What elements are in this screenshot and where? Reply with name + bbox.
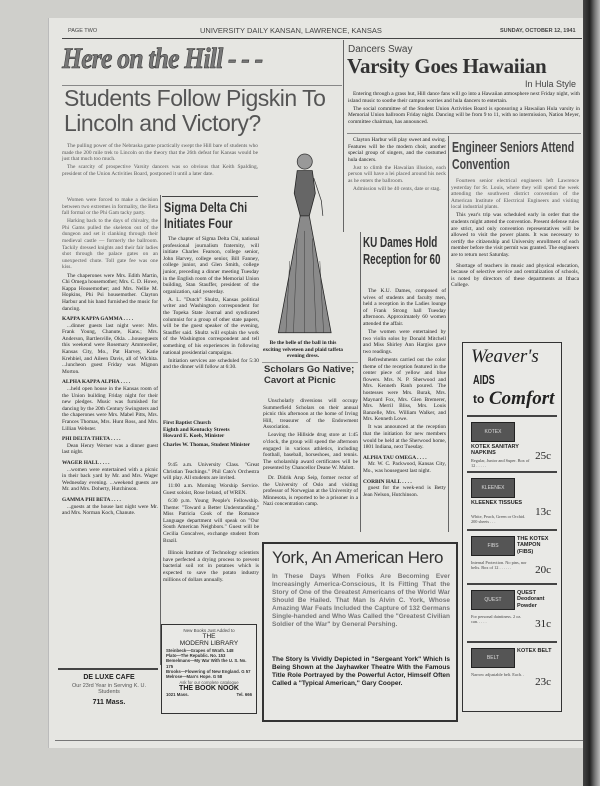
comfort-script: Comfort [489,388,555,409]
society-note: ...dinner guests last night were: Mrs. Frank Young, Chanute, Kans.; Mrs. Anderson, Bartlesville, Okla. ...houseguests this weekend were Rosemary Ammweiler, Kansas City, Mo., Pat Harvey, Katie Krehbiel, and Aileen Davis, all of Wichita. ...luncheon guest Friday was Mignon Morton. [62,322,158,375]
scholars-story [263,398,358,510]
society-heading: ALPHA KAPPA ALPHA . . . . [62,379,131,386]
paragraph: This year's trip was scheduled early in order that the students might attend the convention. Present defense rules are strict, and only convention representatives will be allowed to visit the power plants. It was necessary to certify the citizenship and University enrollment of each member before the visit permit was granted. The engineers are to return next Saturday. [451,212,579,259]
society-heading: CORBIN HALL . . . . [363,478,412,485]
paragraph: Admission will be 40 cents, date or stag. [353,186,441,193]
church-services [163,462,259,585]
dames-headline: KU Dames Hold Reception for 60 [363,234,441,268]
society-note: Dean Henry Werner was a dinner guest last night. [62,442,158,456]
society-heading: KAPPA KAPPA GAMMA . . . . [62,316,134,323]
paragraph: Leaving the Hillside drug store at 1:45 o'clock, the group will spend the afternoon engaged in various athletics, including football, baseball, horseshoes, and tennis. The scholarship award certificates will be presented by Chancellor Deane W. Malott. [263,432,358,472]
book-listing: Melrose—Man's Hope. G 58 [166,674,223,680]
issue-date: SUNDAY, OCTOBER 12, 1941 [500,28,576,34]
society-note: Mr. W. C. Packwood, Kansas City, Mo., was houseguest last night. [363,461,446,474]
product-box-icon: FIBS [471,536,515,556]
deluxe-cafe-ad [60,674,158,706]
paragraph: Initiation services are scheduled for 5:30 and the dinner will follow at 6:30. [163,357,259,371]
header-rule [62,38,582,39]
product-desc: Narrow adjustable belt. Each. . [471,672,525,677]
product-name: QUEST Deodorant Powder [517,590,545,609]
product-name: KLEENEX TISSUES [471,500,523,506]
product-price: 23c [535,676,551,688]
column-rule [160,195,161,665]
pigskin-intro [62,143,258,179]
paragraph: Harking back to the days of chivalry, the Phi Gams pulled the skeleton out of the dungeon and set it clanking through their medieval castle — formerly the ballroom. Tackily dressed knights and their fair ladies shot through the palace gates on an unexpected chute. Toll gate fee was one kiss. [62,218,158,271]
engineers-headline: Engineer Seniors Attend Convention [452,139,575,173]
product-desc: White, Peach, Green or Orchid. 200 sheets . . . [471,514,526,524]
ad-product [467,641,557,695]
book-the: THE [202,633,216,640]
product-box-icon: KOTEX [471,422,515,442]
product-price: 13c [535,506,551,518]
dress-caption: Be the belle of the ball in this exciting velveteen and plaid taffeta evening dress. [263,340,343,360]
box-rule [162,196,258,197]
hawaiian-kicker: Dancers Sway [348,44,413,55]
paragraph: 9:45 a.m. University Class. "Great Christian Teachings." Phil Cato's Orchestra will play. All students are invited. [163,462,259,482]
product-name: THE KOTEX TAMPON (FIBS) [517,536,549,555]
column-rule [448,136,449,532]
society-note: ...held open house in the Kansas room of the Union building Friday night for their new pledges. Music was furnished for dancing by the 20th Century Swingsters and the chaperones were Mrs. Mabel Pitts, Mrs. Frances Thomas, Mrs. Hunt Ross, and Mrs. Lillian Webster. [62,386,158,432]
product-box-icon: BELT [471,648,515,668]
sigma-story [163,236,259,372]
product-price: 20c [535,564,551,576]
hawaiian-headline: Varsity Goes Hawaiian [347,54,547,78]
book-listing: Steinbeck—Grapes of Wrath. 148 [166,648,234,653]
product-name: KOTEX SANITARY NAPKINS [471,444,519,457]
column-masthead: Here on the Hill - - - [62,42,263,75]
section-rule [347,133,581,134]
product-desc: For personal daintiness. 2 oz. can. . . . . [471,614,522,624]
church-student-minister: Charles W. Thomas, Student Minister [163,441,251,448]
hawaiian-subhead: In Hula Style [525,79,577,89]
column-rule [360,232,361,532]
sigma-headline: Sigma Delta Chi Initiates Four [164,199,248,231]
church-name: First Baptist Church [163,420,211,426]
york-ad [262,542,458,722]
york-theatre: The Story Is Vividly Depicted in "Sergeant York" Which Is Being Shown at the Jayhawker Theatre With the Famous Title Role Portrayed by the Powerful Actor, Himself Often Called a "Typical American," Gary Cooper. [272,656,450,687]
product-name: KOTEX BELT [517,648,552,654]
society-note: guest for the week-end is Betty Jean Nelson, Hutchinson. [363,485,446,498]
product-desc: Internal Protection. No pins, nor belts. Box of 12 . . . . . . [471,560,527,570]
paragraph: The chapter of Sigma Delta Chi, national professional journalism fraternity, will initiate Charles Fearson, college senior, John Harvey, college senior, Bill Fanney, college junior, and Glen Smith, college junior, preceding a dinner meeting Tuesday in the English room of the Memorial Union building, Stan Stauffer, president of the organization, said yesterday. [163,236,259,295]
paragraph: 6:30 p.m. Young People's Fellowship. Theme: "Toward a Better Understanding." Miss Patricia Cook of the Romance Language department will speak on "Our South American Neighbors." Guest will be Cecilia Goncalves, exchange student from Brazil. [163,497,259,544]
cafe-address: 711 Mass. [92,699,126,706]
catalogue-note: Ask for our complete catalogue [179,680,239,686]
to-label: to [473,392,485,406]
paragraph: The K.U. Dames, composed of wives of students and faculty men, held a reception in the Ladies lounge of Frank Strong hall Tuesday afternoon. Approximately 60 women attended the affair. [363,288,446,327]
paragraph: Fourteen senior electrical engineers left Lawrence yesterday for St. Louis, where they will spend the week attending the southwest district convention of the American Institute of Electrical Engineers and visiting local industrial plants. [451,178,579,211]
ad-product [467,583,557,637]
society-heading: GAMMA PHI BETA . . . . [62,496,121,503]
paragraph: 11:00 a.m. Morning Worship Service. Guest soloist, Rose Ireland, of WREN. [163,483,259,496]
paragraph: The chaperones were Mrs. Edith Martin, Chi Omega housemother; Mrs. C. D. Howe, Kappa Housemother; and Mrs. Nellie M. Hopkins, Phi Psi housemother. Clayton Harbur and his band furnished the music for dancing. [62,272,158,312]
church-address: Eighth and Kentucky Streets [163,426,230,433]
modern-library-title: MODERN LIBRARY [179,640,239,647]
book-nook-phone: Tel. 666 [236,692,252,698]
ad-product [467,415,557,469]
book-listing: Brooks—Flowering of New England. G 57 [166,668,251,674]
product-box-icon: KLEENEX [471,478,515,498]
paragraph: The women were entertained by two violin solos by Donald Mitchell and Miss Shirley Ann Hargiss gave two readings. [363,329,446,355]
paragraph: Clayton Harbur will play sweet and swing. Features will be the modern choir, another special group of singers, and the costumed hula dancers. [348,137,446,163]
weavers-brand: Weaver's [471,346,539,367]
binding-edge [583,0,600,786]
paragraph: Refreshments carried out the color theme of the reception featured in the center piece of yellow and blue flowers. Mrs. N. P. Sherwood and Mrs. Kenneth Ranh poured. The hostesses were Mrs. Burak, Mrs. Maynard Fox, Mrs. Glen Bremerer, Mrs. Merril Bliss, Mrs. Louis Banzelle, Mrs. William Walker, and Mrs. Kenneth Lowe. [363,356,446,423]
scholars-headline: Scholars Go Native; Cavort at Picnic [264,364,355,386]
church-minister: Howard E. Koeb, Minister [163,433,225,440]
ad-rule [58,668,158,670]
paragraph: It was announced at the reception that the initiation for new members would be held at the Sherwood home, 1801 Indiana, next Tuesday. [363,424,446,451]
aids-label: AIDS [473,372,495,387]
paper-name: UNIVERSITY DAILY KANSAN, LAWRENCE, KANSAS [200,26,382,35]
paragraph: The social committee of the Student Union Activities Board is sponsoring a Hawaiian Hula varsity in Memorial Union ballroom Friday night. Dancing will be from 9 to 11, with no intermission, Nation Meyer, committee chairman, has announced. [348,105,580,125]
page-bottom-rule [55,740,583,741]
society-note: ...guests at the house last night were Mr. and Mrs. Norman Koch, Chanute. [62,503,158,517]
book-nook-ad [161,624,257,714]
church-listing [163,420,259,450]
ad-product [467,529,557,583]
ad-product [467,471,557,525]
section-rule [262,362,358,363]
page-number: PAGE TWO [68,28,98,34]
cafe-name: DE LUXE CAFE [83,674,135,681]
paragraph: Entering through a grass hut, Hill dance fans will go into a Hawaiian atmosphere next Friday night, with island music to soothe their campus worries and hula dancers to entertain. [348,91,580,104]
book-listing: Plato—The Republic. No. 153 [166,653,226,659]
york-intro: In These Days When Folks Are Becoming Ever Increasingly America-Conscious, It Is Fitting That the Story of One of the Greatest Americans of the World War Should Be Hailed. That Man Is Alvin C. York, Whose Amazing War Feats Included the Capture of 132 Germans Single-handed and Who Was Called the "Greatest Civilian Soldier of the War" by General Pershing. [272,573,451,628]
society-heading: WAGER HALL . . . . [62,459,110,466]
paragraph: Women were forced to make a decision between two extremes in formality, the Beta fall formal or the Phi Gam tacky party. [62,197,158,217]
hawaiian-intro [348,91,580,127]
evening-dress-illustration [265,148,343,338]
paragraph: Shortage of teachers in music and physical education, because of selective service and centralization of schools, is noted by directors of these departments at Ithaca College. [451,262,579,289]
engineers-story [451,178,579,291]
paragraph: Just to climb the Hawaiian illusion, each person will have a lei placed around his neck as he enters the ballroom. [348,164,446,185]
society-note: ...women were entertained with a picnic in their back yard by Mr. and Mrs. Wager Wednesday evening. ...weekend guests are Mr. and Mrs. Doherty, Hutchinson. [62,466,158,493]
book-nook-address: 1021 Mass. [166,692,189,698]
pigskin-headline: Students Follow Pigskin To Lincoln and Victory? [64,85,326,136]
paragraph: The scarcity of prospective Varsity dancers was so obvious that Keith Spalding, president of the Union Activities Board, postponed it until a later date. [62,164,258,177]
product-price: 31c [535,618,551,630]
society-heading: ALPHA TAU OMEGA . . . . [363,454,427,461]
weavers-ad [462,342,562,712]
book-intro: New Books Just Added to [183,628,235,633]
york-headline: York, An American Hero [272,548,444,567]
paragraph: The pulling power of the Nebraska game practically swept the Hill bare of students who made the 200 mile trek to Lincoln on the theory that the 26th defeat for Kansas would be just that much too much. [62,143,258,163]
book-listing: Bemelmans—My War With the U. S. No. 175 [166,658,247,669]
product-desc: Regular, Junior and Super. Box of 12 . . . . . [471,458,530,468]
product-box-icon: QUEST [471,590,515,610]
seip-item: Dr. Didrik Arup Seip, former rector of the University of Oslo and visiting professor of Norwegian at the University of Minnesota, is reported to be a prisoner in a Nazi concentration camp. [263,475,358,508]
cafe-tagline: Our 23rd Year in Serving K. U. Students [72,683,146,695]
dames-story [363,288,446,500]
column-rule [343,40,344,232]
society-heading: PHI DELTA THETA . . . . [62,436,121,443]
paragraph: Unscholarly diversions will occupy Summerfield Scholars on their annual picnic this afternoon at the home of Irving Hill, treasurer of the Endowment Association. [263,398,358,431]
illinois-item: Illinois Institute of Technology scientists have perfected a drying process to prevent bacterial soil rot in potatoes which is expected to save the potato industry millions of dollars annually. [163,550,259,583]
paragraph: A. L. "Dutch" Shultz, Kansas political writer and Washington correspondent for the Topeka State Journal and syndicated columnist for a group of other state papers, will be the guest speaker of the evening, Stauffer said. Shultz will explain the work of the Washington correspondent and tell something of his experiences in following national presidential campaigns. [163,296,259,356]
book-nook-name: THE BOOK NOOK [179,685,239,693]
product-price: 25c [535,450,551,462]
hawaiian-story [348,137,446,194]
pigskin-story [62,197,158,518]
